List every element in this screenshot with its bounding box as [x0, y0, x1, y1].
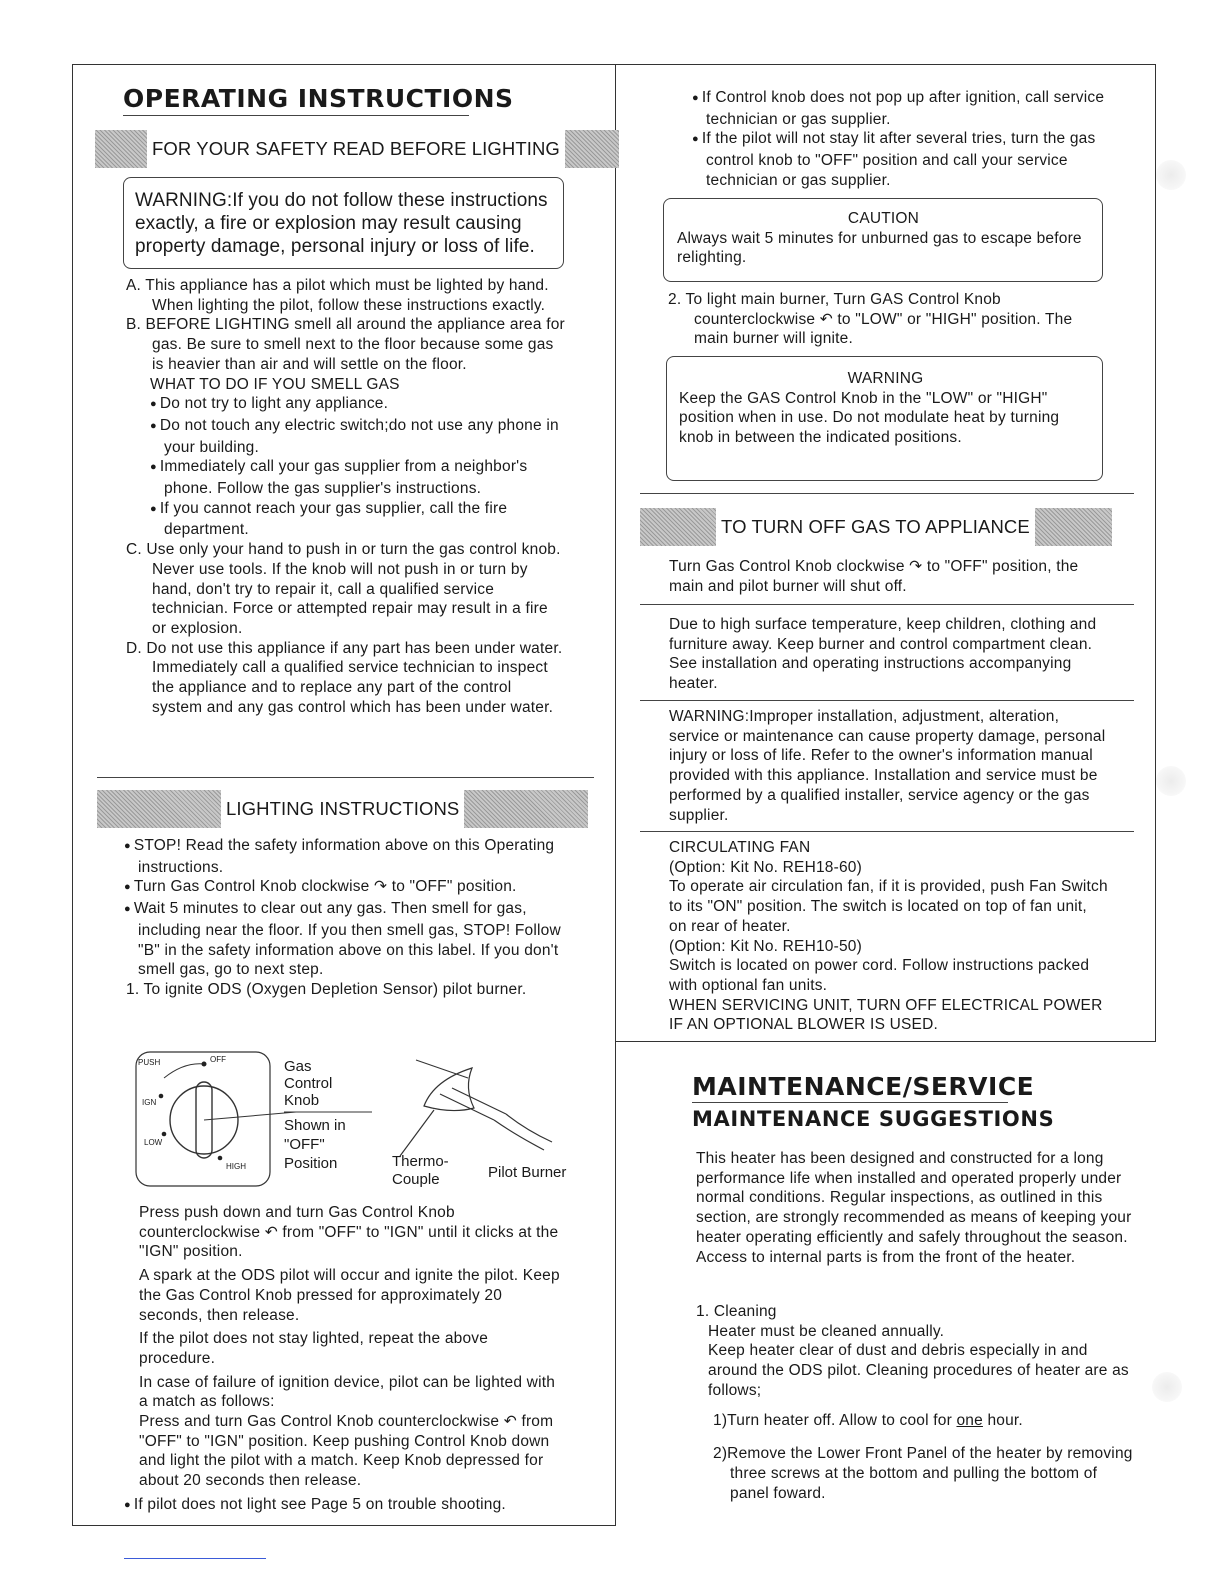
high-dot: [218, 1156, 223, 1161]
right-bullet: ● If the pilot will not stay lit after several tries, turn the gas control knob to "OFF" position and call your service technician or gas supplier.: [692, 129, 1132, 190]
thermocouple-label: Thermo- Couple: [392, 1153, 449, 1188]
banner-shade-right: [1035, 508, 1112, 546]
off-dot: [202, 1062, 207, 1067]
section-rule: [640, 604, 1134, 605]
step-1: 1. To ignite ODS (Oxygen Depletion Sensor) pilot burner.: [126, 980, 527, 998]
banner-shade-right: [565, 130, 619, 168]
turnoff-text: Turn Gas Control Knob clockwise ↷ to "OFF" position, the main and pilot burner will shut off.: [669, 558, 1079, 595]
maintenance-underline: [692, 1102, 1008, 1103]
pilot-burner-label: Pilot Burner: [488, 1164, 567, 1181]
item-d: D. Do not use this appliance if any part has been under water. Immediately call a qualified service technician to inspect the appliance and to replace any part of the control system and any gas control which has been under water.: [126, 639, 563, 716]
fan-line: (Option: Kit No. REH18-60): [669, 858, 862, 876]
cleaning-step-1-underlined: one: [956, 1411, 983, 1429]
knob-label-high: HIGH: [226, 1162, 246, 1171]
cleaning-section: [696, 1302, 1136, 1503]
fan-line: (Option: Kit No. REH10-50): [669, 937, 862, 955]
right-bullet: ● If Control knob does not pop up after ignition, call service technician or gas supplier.: [692, 88, 1132, 129]
fan-line: WHEN SERVICING UNIT, TURN OFF ELECTRICAL POWER IF AN OPTIONAL BLOWER IS USED.: [669, 996, 1103, 1034]
push-arc: [164, 1064, 204, 1078]
caution-text: Always wait 5 minutes for unburned gas to escape before relighting.: [677, 229, 1082, 267]
thermocouple-leader: [416, 1060, 468, 1078]
step-2: [668, 290, 1106, 349]
para-match: Press and turn Gas Control Knob counterclockwise ↶ from "OFF" to "IGN" position. Keep pushing Control Knob down and light the pilot with a match. Keep Knob depressed for about 20 seconds then release.: [139, 1413, 554, 1490]
cleaning-heading: 1. Cleaning: [696, 1303, 777, 1320]
lighting-steps: [124, 836, 564, 1000]
knob-label-ign: IGN: [142, 1098, 157, 1107]
lighting-bullet: ● STOP! Read the safety information above on this Operating instructions.: [124, 836, 564, 877]
punch-hole-mark: [1152, 1372, 1182, 1402]
fan-line: To operate air circulation fan, if it is provided, push Fan Switch to its "ON" position. The switch is located on top of fan unit, on rear of heater.: [669, 878, 1108, 935]
lighting-bullet: ● Turn Gas Control Knob clockwise ↷ to "OFF" position.: [124, 877, 564, 899]
banner-shade-right: [464, 790, 588, 828]
fan-section: [669, 838, 1109, 1035]
warning-box: [123, 177, 564, 269]
lighting-banner-label: LIGHTING INSTRUCTIONS: [226, 798, 460, 819]
fan-title: CIRCULATING FAN: [669, 839, 811, 856]
shown-in-off-label: Shown in "OFF" Position: [284, 1117, 346, 1172]
cleaning-line: Keep heater clear of dust and debris especially in and around the ODS pilot. Cleaning procedures of heater are as follows;: [708, 1342, 1129, 1399]
ignition-procedure: [139, 1203, 564, 1491]
para-failure: In case of failure of ignition device, pilot can be lighted with a match as follows:: [139, 1373, 556, 1411]
knob-label-off: OFF: [210, 1055, 226, 1064]
thermocouple-rod: [400, 1110, 434, 1156]
smell-bullets: [126, 394, 566, 540]
maintenance-title: MAINTENANCE/SERVICE: [692, 1072, 1035, 1101]
warning2-title: WARNING: [847, 370, 924, 387]
pilot-line: [494, 1114, 552, 1150]
turnoff-banner-label: TO TURN OFF GAS TO APPLIANCE: [721, 516, 1030, 537]
knob-diagram: [134, 1050, 594, 1190]
smell-bullet: ● If you cannot reach your gas supplier, call the fire department.: [150, 499, 566, 540]
turnoff-banner: [640, 508, 1112, 546]
leader-line: [204, 1112, 296, 1120]
knob-label-push: PUSH: [138, 1058, 161, 1067]
safety-banner: [95, 130, 619, 168]
lighting-bullet: ● Wait 5 minutes to clear out any gas. Then smell for gas, including near the floor. If you then smell gas, STOP! Follow "B" in the safety information above on this label. If you don't smell gas, go to next step.: [124, 899, 564, 980]
para-press: Press push down and turn Gas Control Knob counterclockwise ↶ from "OFF" to "IGN" until it clicks at the "IGN" position.: [139, 1204, 559, 1261]
caution-box: [663, 198, 1103, 282]
warning2-text: Keep the GAS Control Knob in the "LOW" or "HIGH" position when in use. Do not modulate heat by turning knob in between the indicated positions.: [679, 389, 1060, 447]
title-underline: [123, 115, 469, 116]
item-c: C. Use only your hand to push in or turn the gas control knob. Never use tools. If the knob will not push in or turn by hand, don't try to repair it, call a qualified service technician. Force or attempted repair may result in a fire or explosion.: [126, 541, 561, 637]
pilot-flame: [424, 1068, 474, 1111]
improper-text: WARNING:Improper installation, adjustment, alteration, service or maintenance can cause property damage, personal injury or loss of life. Refer to the owner's information manual provided with this appliance. Installation and service must be performed by a qualified installer, service agency or the gas supplier.: [669, 708, 1106, 824]
cleaning-step-2: 2)Remove the Lower Front Panel of the heater by removing three screws at the bottom and pulling the bottom of panel foward.: [713, 1445, 1133, 1502]
section-rule: [640, 700, 1134, 701]
cleaning-step-1-pre: 1)Turn heater off. Allow to cool for: [713, 1411, 957, 1429]
safety-info: [126, 276, 566, 717]
maintenance-subtitle: MAINTENANCE SUGGESTIONS: [692, 1107, 1055, 1131]
knob-plate: [136, 1052, 270, 1186]
ign-dot: [159, 1094, 164, 1099]
smell-bullet: ● Do not try to light any appliance.: [150, 394, 566, 416]
cleaning-line: Heater must be cleaned annually.: [708, 1322, 945, 1340]
fan-line: Switch is located on power cord. Follow instructions packed with optional fan units.: [669, 957, 1090, 994]
caution-title: CAUTION: [847, 210, 920, 227]
section-rule: [640, 831, 1134, 832]
last-bullet: ● If pilot does not light see Page 5 on trouble shooting.: [124, 1495, 574, 1517]
page-title: OPERATING INSTRUCTIONS: [123, 84, 514, 113]
item-a: A. This appliance has a pilot which must be lighted by hand. When lighting the pilot, follow these instructions exactly.: [126, 277, 549, 314]
surface-text: Due to high surface temperature, keep children, clothing and furniture away. Keep burner and control compartment clean. See installation and operating instructions accompanying heater.: [669, 616, 1097, 693]
safety-banner-label: FOR YOUR SAFETY READ BEFORE LIGHTING: [152, 138, 560, 159]
section-rule: [97, 777, 594, 778]
cleaning-step-1-post: hour.: [982, 1411, 1023, 1429]
gas-control-knob-label: Gas Control Knob: [284, 1058, 333, 1109]
smell-bullet: ● Immediately call your gas supplier from a neighbor's phone. Follow the gas supplier's instructions.: [150, 457, 566, 498]
para-spark: A spark at the ODS pilot will occur and ignite the pilot. Keep the Gas Control Knob pressed for approximately 20 seconds, then release.: [139, 1267, 560, 1324]
low-dot: [162, 1132, 167, 1137]
pilot-tube: [440, 1088, 506, 1120]
punch-hole-mark: [1156, 160, 1186, 190]
lighting-banner: [97, 790, 588, 828]
right-top-bullets: [692, 88, 1132, 191]
step-2-text: 2. To light main burner, Turn GAS Control Knob counterclockwise ↶ to "LOW" or "HIGH" position. The main burner will ignite.: [668, 291, 1073, 348]
banner-shade-left: [95, 130, 147, 168]
smell-heading: WHAT TO DO IF YOU SMELL GAS: [150, 375, 400, 393]
para-repeat: If the pilot does not stay lighted, repeat the above procedure.: [139, 1330, 489, 1367]
cleaning-step-1: [696, 1411, 1136, 1431]
knob-label-low: LOW: [144, 1138, 163, 1147]
banner-shade-left: [640, 508, 716, 546]
footer-line: [124, 1558, 266, 1559]
warning-box-text: WARNING:If you do not follow these instructions exactly, a fire or explosion may result causing property damage, personal injury or loss of life.: [135, 190, 548, 257]
maintenance-intro: This heater has been designed and constructed for a long performance life when installed and operated properly under normal conditions. Regular inspections, as outlined in this section, are strongly recommended as means of keeping your heater operating efficiently and safely throughout the season. Access to internal parts is from the front of the heater.: [696, 1150, 1132, 1266]
item-b: B. BEFORE LIGHTING smell all around the appliance area for gas. Be sure to smell next to the floor because some gas is heavier than air and will settle on the floor.: [126, 316, 565, 373]
trouble-note: [124, 1495, 574, 1517]
banner-shade-left: [97, 790, 221, 828]
section-rule: [640, 493, 1134, 494]
smell-bullet: ● Do not touch any electric switch;do not use any phone in your building.: [150, 416, 566, 457]
warning2-box: [666, 356, 1103, 481]
punch-hole-mark: [1156, 766, 1186, 796]
